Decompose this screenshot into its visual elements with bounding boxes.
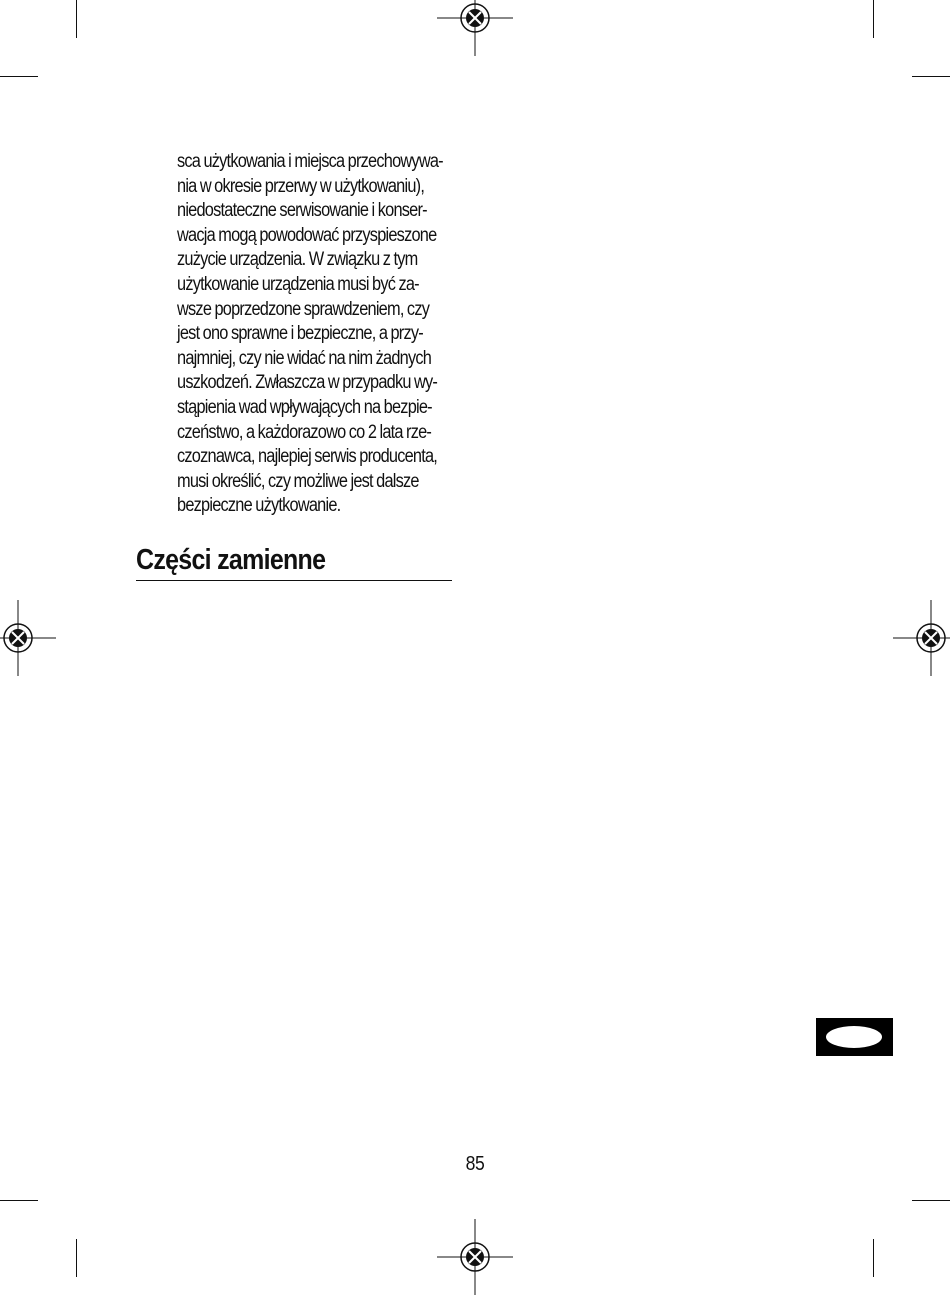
registration-mark-icon (893, 600, 950, 676)
page-number: 85 (465, 1153, 485, 1175)
body-paragraph: sca użytkowania i miejsca przechowywa- nia w okresie przerwy w użytkowaniu), niedostateczne serwisowanie i konser- wacja mogą powodować przyspieszone zużycie urządzenia. W związku z tym użytkowanie urządzenia musi być za- wsze poprzedzone sprawdzeniem, czy jest ono sprawne i bezpieczne, a przy- najmniej, czy nie widać na nim żadnych uszkodzeń. Zwłaszcza w przypadku wy- stąpienia wad wpływających na bezpie- czeństwo, a każdorazowo co 2 lata rze- czoznawca, najlepiej serwis producenta, musi określić, czy możliwe jest dalsze bezpieczne użytkowanie. (177, 151, 443, 517)
section-heading: Części zamienne (136, 544, 326, 576)
registration-mark-icon (437, 0, 513, 56)
crop-mark (912, 76, 950, 77)
text-column (177, 150, 462, 519)
crop-mark (873, 1239, 874, 1277)
crop-mark (76, 0, 77, 38)
crop-mark (873, 0, 874, 38)
crop-mark (0, 1200, 38, 1201)
registration-mark-icon (0, 600, 56, 676)
crop-mark (0, 76, 38, 77)
section-heading-block (136, 540, 452, 581)
language-tab (816, 1018, 893, 1056)
registration-mark-icon (437, 1219, 513, 1295)
crop-mark (912, 1200, 950, 1201)
language-tab-oval-icon (826, 1026, 882, 1048)
crop-mark (76, 1239, 77, 1277)
